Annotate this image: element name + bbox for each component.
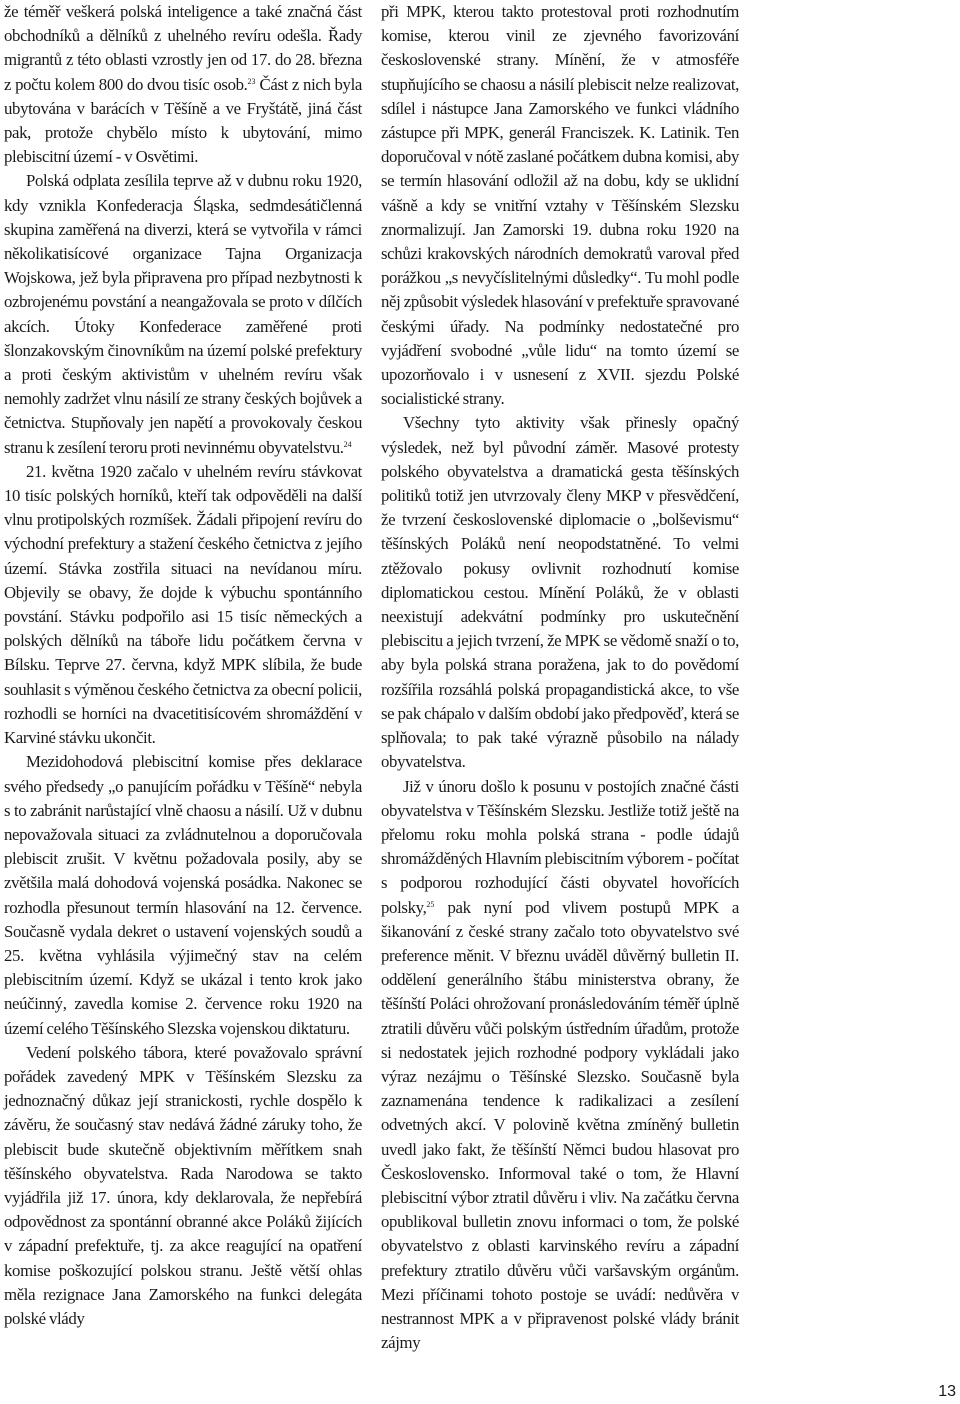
paragraph-2-text: Polská odplata zesílila teprve až v dubnu roku 1920, kdy vznikla Konfederacja Śląska, sedmdesátičlenná skupina zaměřená na diverzi, která se vytvořila v rámci několikatisícové organizace Tajna Organizacja Wojskowa, jež byla připravena pro případ nezbytnosti k ozbrojenému povstání a neangažovala se proto v dílčích akcích. Útoky Konfederace zaměřené proti šlonzakovským činovníkům na území polské prefektury a proti českým aktivistům v uhelném revíru však nemohly zadržet vlnu násilí ze strany českých bojůvek a četnictva. Stupňovaly jen napětí a provokovaly českou stranu k zesílení teroru proti nevinnému obyvatelstvu. [4, 171, 362, 457]
paragraph-6 [381, 0, 739, 411]
paragraph-4 [4, 750, 362, 1040]
paragraph-8 [381, 775, 739, 1356]
paragraph-3 [4, 460, 362, 750]
footnote-ref-25[interactable]: 25 [426, 899, 435, 909]
paragraph-2 [4, 169, 362, 459]
paragraph-7-text: Všechny tyto aktivity však přinesly opačný výsledek, než byl původní záměr. Masové protesty polského obyvatelstva a dramatická gesta těšínských politiků totiž jen utvrzovaly členy MKP v přesvědčení, že tvrzení československé diplomacie o „bolševismu“ těšínských Poláků není neopodstatněné. To velmi ztěžovalo pokusy ovlivnit rozhodnutí komise diplomatickou cestou. Mínění Poláků, že v oblasti neexistují adekvátní podmínky pro uskutečnění plebiscitu a jejich tvrzení, že MPK se vědomě snaží o to, aby byla polská strana poražena, jak to do povědomí rozšířila rozsáhlá polská propagandistická akce, to vše se pak chápalo v dalším období jako předpověď, která se splňovala; to pak také výrazně působilo na nálady obyvatelstva. [381, 413, 739, 772]
paragraph-1-text-a: že téměř veškerá polská inteligence a také značná část obchodníků a dělníků z uhelného revíru odešla. Řady migrantů z této oblasti vzrostly jen od 17. do 28. března z počtu kolem 800 do dvou tisíc osob. [4, 2, 362, 94]
paragraph-5-text: Vedení polského tábora, které považovalo správní pořádek zavedený MPK v Těšínském Slezsku za jednoznačný důkaz její stranickosti, rychle dospělo k závěru, že současný stav nedává žádné záruky toho, že plebiscit bude skutečně objektivním měřítkem snah těšínského obyvatelstva. Rada Narodowa se takto vyjádřila již 17. února, kdy deklarovala, že nepřebírá odpovědnost za spontánní obranné akce Poláků žijících v západní prefektuře, tj. za akce reagující na opatření komise poškozující polskou stranu. Ještě větší ohlas měla rezignace Jana Zamorského na funkci delegáta polské vlády [4, 1042, 362, 1328]
footnote-ref-24[interactable]: 24 [343, 439, 352, 449]
paragraph-1 [4, 0, 362, 169]
paragraph-8-text-b: pak nyní pod vlivem postupů MPK a šikanování z české strany začalo toto obyvatelstvo své preference měnit. V březnu uváděl důvěrný bulletin II. oddělení generálního štábu ministerstva obrany, že těšínští Poláci ohrožovaní pronásledováním téměř úplně ztratili důvěru vůči polským ústředním úřadům, protože si nedostatek jejich rozhodné podpory vykládali jako výraz nezájmu o Těšínské Slezsko. Současně byla zaznamenána tendence k radikalizaci a zesílení odvetných akcí. V polovině května zmíněný bulletin uvedl jako fakt, že těšínští Němci budou hlasovat pro Československo. Informoval také o tom, že Hlavní plebiscitní výbor ztratil důvěru i vliv. Na začátku června opublikoval bulletin znovu informaci o tom, že polské obyvatelstvo z oblasti karvinského revíru a západní prefektury ztratilo důvěru vůči varšavským orgánům. Mezi příčinami tohoto postoje se uvádí: nedůvěra v nestrannost MPK a v připravenost polské vlády bránit zájmy [381, 897, 739, 1353]
paragraph-4-text: Mezidohodová plebiscitní komise přes deklarace svého předsedy „o panujícím pořádku v Těšíně“ nebyla s to zabránit narůstající vlně chaosu a násilí. Už v dubnu nepovažovala situaci za zvládnutelnou a doporučovala plebiscit zrušit. V květnu požadovala posily, aby se zvětšila malá dohodová vojenská posádka. Nakonec se rozhodla přesunout termín hlasování na 12. července. Současně vydala dekret o ustavení vojenských soudů a 25. května vyhlásila výjimečný stav na celém plebiscitním území. Když se ukázal i tento krok jako neúčinný, zavedla komise 2. července roku 1920 na území celého Těšínského Slezska vojenskou diktaturu. [4, 752, 362, 1038]
page-number: 13 [938, 1383, 956, 1400]
text-column-left [4, 0, 362, 1331]
paragraph-6-text: při MPK, kterou takto protestoval proti rozhodnutím komise, kterou vinil ze zjevného favorizování československé strany. Mínění, že v atmosféře stupňujícího se chaosu a násilí plebiscit nelze realizovat, sdílel i nástupce Jana Zamorského ve funkci vládního zástupce při MPK, generál Franciszek. K. Latinik. Ten doporučoval v nótě zaslané počátkem dubna komisi, aby se termín hlasování odložil až na dobu, kdy se uklidní vášně a kdy se vnitřní vztahy v Těšínském Slezsku znormalizují. Jan Zamorski 19. dubna roku 1920 na schůzi krakovských národních demokratů varoval před porážkou „s nevyčíslitelnými důsledky“. Tu mohl podle něj způsobit výsledek hlasování v prefektuře spravované českými úřady. Na podmínky nedostatečné pro vyjádření svobodné „vůle lidu“ na tomto území se upozorňovalo i v usnesení z XVII. sjezdu Polské socialistické strany. [381, 2, 739, 409]
paragraph-5 [4, 1041, 362, 1331]
footnote-ref-23[interactable]: 23 [247, 76, 256, 86]
paragraph-3-text: 21. května 1920 začalo v uhelném revíru stávkovat 10 tisíc polských horníků, kteří tak odpověděli na další vlnu protipolských rozmíšek. Žádali připojení revíru do východní prefektury a stažení českého četnictva z jejího území. Stávka zostřila situaci na nevídanou míru. Objevily se obavy, že dojde k výbuchu spontánního povstání. Stávku podpořilo asi 15 tisíc německých a polských dělníků na táboře lidu počátkem června v Bílsku. Teprve 27. června, když MPK slíbila, že bude souhlasit s výměnou českého četnictva za obecní policii, rozhodli se horníci na dvacetitisícovém shromáždění v Karviné stávku ukončit. [4, 461, 362, 748]
text-column-right [381, 0, 739, 1355]
paragraph-1-text-b: Část z nich byla ubytována v barácích v Těšíně a ve Fryštátě, jiná část pak, protože chybělo místo k ubytování, mimo plebiscitní území - v Osvětimi. [4, 74, 363, 167]
paragraph-7 [381, 411, 739, 774]
paragraph-8-text-a: Již v únoru došlo k posunu v postojích značné části obyvatelstva v Těšínském Slezsku. Jestliže totiž ještě na přelomu roku mohla polská strana - podle údajů shromážděných Hlavním plebiscitním výborem - počítat s podporou rozhodující části obyvatel hovořících polsky, [381, 776, 739, 917]
